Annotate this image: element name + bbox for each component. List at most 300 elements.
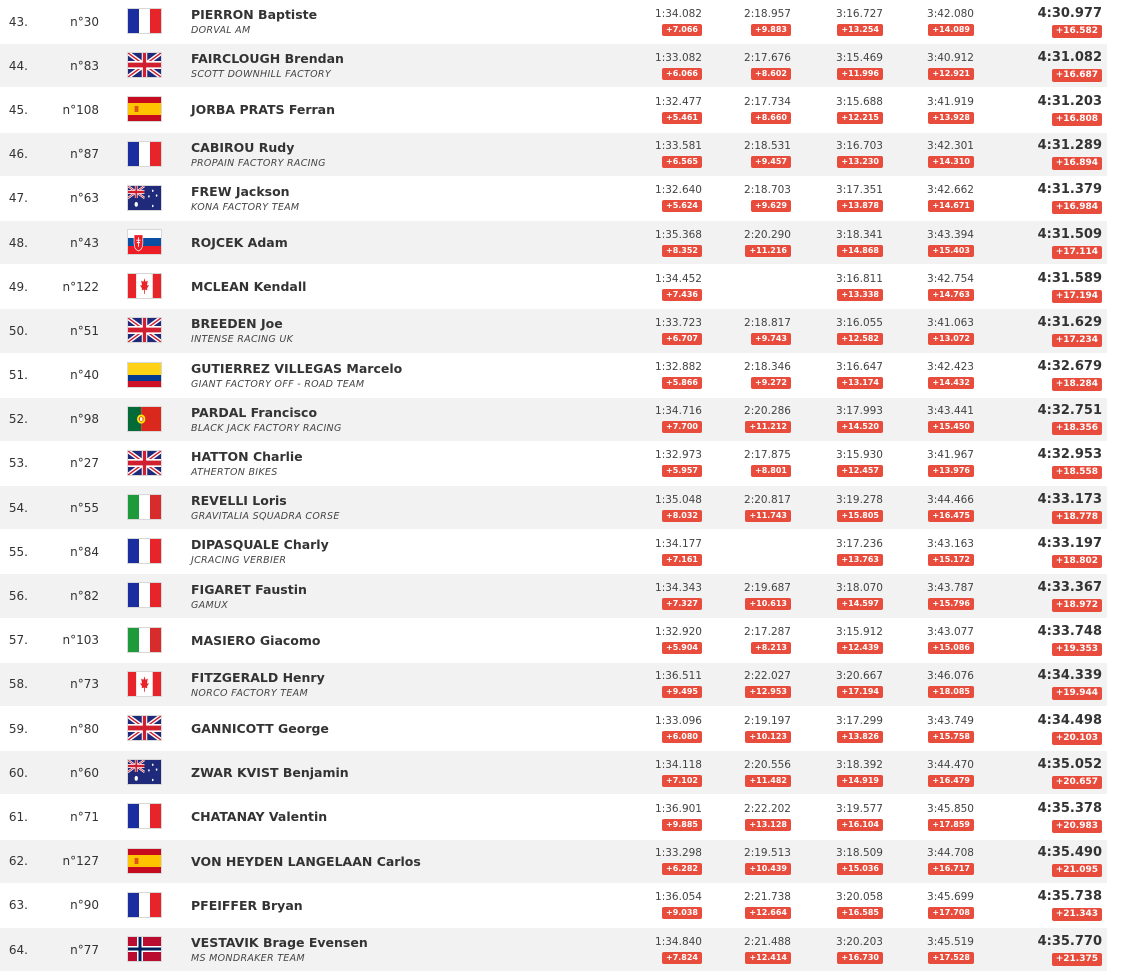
rider-name[interactable]: FIGARET Faustin (191, 581, 307, 597)
rider-name[interactable]: PARDAL Francisco (191, 404, 318, 420)
split-gap-badge: +14.597 (837, 598, 883, 610)
split-gap-badge: +16.717 (928, 863, 974, 875)
split-1 (655, 221, 702, 264)
split-gap-badge: +8.352 (662, 245, 702, 257)
split-4 (927, 398, 974, 441)
split-time: 2:20.556 (744, 758, 791, 771)
rider-name[interactable]: FITZGERALD Henry (191, 669, 325, 685)
split-time: 2:17.287 (744, 626, 791, 639)
split-gap-badge: +14.432 (928, 377, 974, 389)
final-time: 4:33.197 (1037, 535, 1102, 551)
split-1 (655, 44, 702, 87)
final-gap-badge: +16.808 (1052, 113, 1102, 126)
split-gap-badge: +14.520 (837, 421, 883, 433)
split-gap-badge: +13.878 (837, 200, 883, 212)
split-2 (744, 884, 791, 927)
split-3 (836, 574, 883, 617)
bib-number: n°71 (70, 809, 99, 824)
final-gap-badge: +17.234 (1052, 334, 1102, 347)
final-time: 4:31.629 (1037, 314, 1102, 330)
split-3 (836, 486, 883, 529)
split-2 (744, 442, 791, 485)
split-time: 3:18.392 (836, 758, 883, 771)
split-time: 3:42.662 (927, 184, 974, 197)
rank: 59. (8, 721, 28, 736)
final-time-cell (1038, 0, 1102, 43)
final-time: 4:31.509 (1037, 226, 1102, 242)
rider-name[interactable]: MCLEAN Kendall (191, 279, 307, 295)
split-time: 1:33.581 (655, 140, 702, 153)
table-row[interactable] (0, 663, 1107, 707)
final-gap-badge: +18.558 (1052, 466, 1102, 479)
final-time-cell (1038, 309, 1102, 352)
split-time: 1:33.082 (655, 51, 702, 64)
split-3 (836, 133, 883, 176)
split-gap-badge: +14.919 (837, 775, 883, 787)
split-time: 3:43.394 (927, 228, 974, 241)
final-time: 4:35.378 (1037, 800, 1102, 816)
final-time-cell (1038, 44, 1102, 87)
final-gap-badge: +18.356 (1052, 422, 1102, 435)
final-gap-badge: +16.984 (1052, 201, 1102, 214)
rank: 43. (8, 14, 28, 29)
bib-number: n°51 (70, 323, 99, 338)
flag-great-britain-icon (127, 52, 162, 78)
flag-france-icon (127, 538, 162, 564)
split-time: 3:16.647 (836, 361, 883, 374)
split-time: 3:17.299 (836, 714, 883, 727)
rider-name[interactable]: CABIROU Rudy (191, 139, 295, 155)
split-time: 3:43.077 (927, 626, 974, 639)
split-1 (655, 840, 702, 883)
final-time-cell (1038, 928, 1102, 971)
split-3 (836, 840, 883, 883)
split-gap-badge: +9.885 (662, 819, 702, 831)
final-time: 4:33.173 (1037, 491, 1102, 507)
split-1 (655, 442, 702, 485)
final-time-cell (1038, 265, 1102, 308)
split-2 (744, 840, 791, 883)
split-4 (927, 663, 974, 706)
split-time: 3:18.509 (836, 847, 883, 860)
split-gap-badge: +15.805 (837, 510, 883, 522)
split-time: 2:20.817 (744, 493, 791, 506)
split-time: 2:21.738 (744, 891, 791, 904)
table-row[interactable] (0, 442, 1107, 486)
split-1 (655, 663, 702, 706)
bib-number: n°127 (62, 854, 99, 869)
split-gap-badge: +11.743 (745, 510, 791, 522)
bib-number: n°103 (62, 633, 99, 648)
final-time-cell (1038, 442, 1102, 485)
split-3 (836, 619, 883, 662)
table-row[interactable] (0, 177, 1107, 221)
flag-spain-icon (127, 848, 162, 874)
split-4 (927, 795, 974, 838)
split-gap-badge: +8.801 (751, 465, 791, 477)
split-1 (655, 88, 702, 131)
rank: 54. (8, 500, 28, 515)
table-row[interactable] (0, 398, 1107, 442)
split-gap-badge: +13.254 (837, 24, 883, 36)
table-row[interactable] (0, 309, 1107, 353)
split-time: 2:17.875 (744, 449, 791, 462)
split-gap-badge: +18.085 (928, 686, 974, 698)
rank: 58. (8, 677, 28, 692)
split-time: 2:19.687 (744, 582, 791, 595)
split-time: 3:20.058 (836, 891, 883, 904)
split-4 (927, 442, 974, 485)
final-time-cell (1038, 795, 1102, 838)
split-gap-badge: +7.824 (662, 952, 702, 964)
rider-name[interactable]: PIERRON Baptiste (191, 7, 318, 23)
split-gap-badge: +10.439 (745, 863, 791, 875)
final-time: 4:35.052 (1037, 756, 1102, 772)
split-gap-badge: +10.123 (745, 731, 791, 743)
flag-spain-icon (127, 96, 162, 122)
rank: 53. (8, 456, 28, 471)
team-name: ATHERTON BIKES (191, 466, 278, 478)
rider-name[interactable]: VESTAVIK Brage Evensen (191, 935, 368, 951)
bib-number: n°60 (70, 765, 99, 780)
rank: 46. (8, 147, 28, 162)
split-time: 1:34.840 (655, 935, 702, 948)
final-time: 4:31.379 (1037, 182, 1102, 198)
table-row[interactable] (0, 795, 1107, 839)
rank: 52. (8, 412, 28, 427)
split-3 (836, 309, 883, 352)
bib-number: n°55 (70, 500, 99, 515)
split-time: 3:44.470 (927, 758, 974, 771)
table-row[interactable] (0, 574, 1107, 618)
split-gap-badge: +15.086 (928, 642, 974, 654)
split-1 (655, 619, 702, 662)
split-4 (927, 177, 974, 220)
split-time: 3:18.070 (836, 582, 883, 595)
split-gap-badge: +9.457 (751, 156, 791, 168)
flag-france-icon (127, 582, 162, 608)
split-gap-badge: +10.613 (745, 598, 791, 610)
split-2 (744, 619, 791, 662)
final-time-cell (1038, 88, 1102, 131)
final-time: 4:33.748 (1037, 624, 1102, 640)
split-gap-badge: +12.215 (837, 112, 883, 124)
rider-name[interactable]: REVELLI Loris (191, 493, 287, 509)
final-time: 4:35.770 (1037, 933, 1102, 949)
split-time: 3:19.577 (836, 802, 883, 815)
split-gap-badge: +7.700 (662, 421, 702, 433)
table-row[interactable] (0, 265, 1107, 309)
bib-number: n°73 (70, 677, 99, 692)
table-row[interactable] (0, 44, 1107, 88)
table-row[interactable] (0, 840, 1107, 884)
split-time: 2:18.531 (744, 140, 791, 153)
flag-portugal-icon (127, 406, 162, 432)
flag-slovakia-icon (127, 229, 162, 255)
split-gap-badge: +17.708 (928, 907, 974, 919)
rank: 60. (8, 765, 28, 780)
split-gap-badge: +13.230 (837, 156, 883, 168)
split-time: 3:19.278 (836, 493, 883, 506)
split-gap-badge: +15.758 (928, 731, 974, 743)
table-row[interactable] (0, 0, 1107, 44)
split-gap-badge: +12.921 (928, 68, 974, 80)
final-time: 4:32.751 (1037, 403, 1102, 419)
table-row[interactable] (0, 884, 1107, 928)
split-time: 3:17.236 (836, 537, 883, 550)
final-time-cell (1038, 751, 1102, 794)
final-time-cell (1038, 221, 1102, 264)
split-1 (655, 133, 702, 176)
table-row[interactable] (0, 707, 1107, 751)
split-gap-badge: +9.495 (662, 686, 702, 698)
split-gap-badge: +5.957 (662, 465, 702, 477)
rank: 48. (8, 235, 28, 250)
split-2 (744, 44, 791, 87)
split-gap-badge: +13.128 (745, 819, 791, 831)
final-time: 4:31.289 (1037, 138, 1102, 154)
split-gap-badge: +12.439 (837, 642, 883, 654)
flag-canada-icon (127, 273, 162, 299)
split-4 (927, 354, 974, 397)
split-time: 3:42.080 (927, 7, 974, 20)
bib-number: n°98 (70, 412, 99, 427)
flag-norway-icon (127, 936, 162, 962)
final-time: 4:34.498 (1037, 712, 1102, 728)
flag-colombia-icon (127, 362, 162, 388)
rank: 61. (8, 809, 28, 824)
rider-name[interactable]: JORBA PRATS Ferran (191, 102, 336, 118)
split-4 (927, 884, 974, 927)
split-gap-badge: +14.671 (928, 200, 974, 212)
split-time: 3:17.993 (836, 405, 883, 418)
split-3 (836, 265, 883, 308)
split-gap-badge: +6.080 (662, 731, 702, 743)
final-gap-badge: +20.103 (1052, 732, 1102, 745)
rank: 44. (8, 58, 28, 73)
split-time: 1:32.920 (655, 626, 702, 639)
flag-great-britain-icon (127, 317, 162, 343)
split-time: 3:16.703 (836, 140, 883, 153)
split-gap-badge: +16.479 (928, 775, 974, 787)
split-time: 3:42.423 (927, 361, 974, 374)
split-time: 3:15.930 (836, 449, 883, 462)
split-2 (744, 133, 791, 176)
split-gap-badge: +5.866 (662, 377, 702, 389)
rider-name[interactable]: GUTIERREZ VILLEGAS Marcelo (191, 360, 403, 376)
rider-name[interactable]: VON HEYDEN LANGELAAN Carlos (191, 853, 421, 869)
split-3 (836, 0, 883, 43)
split-gap-badge: +15.172 (928, 554, 974, 566)
split-time: 3:15.912 (836, 626, 883, 639)
split-1 (655, 177, 702, 220)
split-2 (744, 486, 791, 529)
team-name: GRAVITALIA SQUADRA CORSE (191, 511, 340, 523)
final-time: 4:31.589 (1037, 270, 1102, 286)
split-gap-badge: +11.212 (745, 421, 791, 433)
rider-name[interactable]: CHATANAY Valentin (191, 809, 328, 825)
split-1 (655, 530, 702, 573)
rank: 45. (8, 102, 28, 117)
rider-name[interactable]: ROJCEK Adam (191, 235, 288, 251)
split-gap-badge: +14.868 (837, 245, 883, 257)
split-gap-badge: +6.707 (662, 333, 702, 345)
split-gap-badge: +12.414 (745, 952, 791, 964)
split-gap-badge: +12.582 (837, 333, 883, 345)
bib-number: n°87 (70, 147, 99, 162)
split-gap-badge: +15.036 (837, 863, 883, 875)
split-1 (655, 309, 702, 352)
rider-name[interactable]: FREW Jackson (191, 183, 290, 199)
split-time: 3:41.967 (927, 449, 974, 462)
final-time-cell (1038, 177, 1102, 220)
rider-name[interactable]: HATTON Charlie (191, 448, 303, 464)
flag-australia-icon (127, 759, 162, 785)
final-time-cell (1038, 574, 1102, 617)
split-3 (836, 530, 883, 573)
table-row[interactable] (0, 530, 1107, 574)
split-time: 3:20.667 (836, 670, 883, 683)
split-time: 1:34.343 (655, 582, 702, 595)
table-row[interactable] (0, 619, 1107, 663)
split-time: 3:43.441 (927, 405, 974, 418)
split-gap-badge: +17.194 (837, 686, 883, 698)
split-2 (744, 795, 791, 838)
table-row[interactable] (0, 751, 1107, 795)
split-time: 3:43.787 (927, 582, 974, 595)
final-time-cell (1038, 663, 1102, 706)
flag-australia-icon (127, 185, 162, 211)
final-gap-badge: +21.095 (1052, 864, 1102, 877)
split-gap-badge: +7.436 (662, 289, 702, 301)
split-4 (927, 309, 974, 352)
split-3 (836, 884, 883, 927)
bib-number: n°84 (70, 544, 99, 559)
final-time: 4:35.490 (1037, 845, 1102, 861)
split-time: 3:20.203 (836, 935, 883, 948)
flag-great-britain-icon (127, 450, 162, 476)
rider-name[interactable]: DIPASQUALE Charly (191, 537, 329, 553)
split-gap-badge: +16.730 (837, 952, 883, 964)
split-time: 2:22.027 (744, 670, 791, 683)
split-gap-badge: +16.475 (928, 510, 974, 522)
split-time: 2:22.202 (744, 802, 791, 815)
split-gap-badge: +13.928 (928, 112, 974, 124)
split-time: 3:45.519 (927, 935, 974, 948)
rider-name[interactable]: FAIRCLOUGH Brendan (191, 51, 344, 67)
split-gap-badge: +11.482 (745, 775, 791, 787)
final-gap-badge: +17.194 (1052, 290, 1102, 303)
table-row[interactable] (0, 928, 1107, 972)
split-time: 3:44.708 (927, 847, 974, 860)
split-time: 3:43.163 (927, 537, 974, 550)
final-gap-badge: +18.284 (1052, 378, 1102, 391)
split-2 (744, 221, 791, 264)
split-gap-badge: +9.883 (751, 24, 791, 36)
flag-italy-icon (127, 627, 162, 653)
split-gap-badge: +9.743 (751, 333, 791, 345)
flag-france-icon (127, 892, 162, 918)
rank: 63. (8, 898, 28, 913)
flag-italy-icon (127, 494, 162, 520)
split-gap-badge: +16.104 (837, 819, 883, 831)
bib-number: n°40 (70, 368, 99, 383)
table-row[interactable] (0, 133, 1107, 177)
rider-name[interactable]: PFEIFFER Bryan (191, 897, 303, 913)
rank: 64. (8, 942, 28, 957)
rank: 50. (8, 323, 28, 338)
split-time: 3:41.063 (927, 316, 974, 329)
rider-name[interactable]: MASIERO Giacomo (191, 632, 321, 648)
split-1 (655, 574, 702, 617)
split-1 (655, 486, 702, 529)
split-gap-badge: +12.457 (837, 465, 883, 477)
table-row[interactable] (0, 486, 1107, 530)
bib-number: n°122 (62, 279, 99, 294)
split-time: 3:42.301 (927, 140, 974, 153)
split-gap-badge: +9.038 (662, 907, 702, 919)
split-4 (927, 486, 974, 529)
final-time-cell (1038, 530, 1102, 573)
split-time: 1:36.511 (655, 670, 702, 683)
bib-number: n°30 (70, 14, 99, 29)
split-time: 3:46.076 (927, 670, 974, 683)
split-time: 2:17.734 (744, 95, 791, 108)
final-time: 4:32.953 (1037, 447, 1102, 463)
split-4 (927, 928, 974, 971)
split-time: 1:34.716 (655, 405, 702, 418)
split-4 (927, 44, 974, 87)
rider-name[interactable]: ZWAR KVIST Benjamin (191, 765, 349, 781)
final-gap-badge: +18.778 (1052, 511, 1102, 524)
split-time: 1:34.118 (655, 758, 702, 771)
table-row[interactable] (0, 88, 1107, 132)
split-1 (655, 795, 702, 838)
final-time-cell (1038, 884, 1102, 927)
bib-number: n°82 (70, 589, 99, 604)
split-2 (744, 751, 791, 794)
split-time: 2:21.488 (744, 935, 791, 948)
final-time: 4:30.977 (1037, 5, 1102, 21)
split-time: 2:19.513 (744, 847, 791, 860)
table-row[interactable] (0, 354, 1107, 398)
split-2 (744, 309, 791, 352)
split-time: 3:45.850 (927, 802, 974, 815)
rider-name[interactable]: BREEDEN Joe (191, 316, 283, 332)
split-4 (927, 840, 974, 883)
table-row[interactable] (0, 221, 1107, 265)
flag-france-icon (127, 141, 162, 167)
split-gap-badge: +9.629 (751, 200, 791, 212)
bib-number: n°90 (70, 898, 99, 913)
rider-name[interactable]: GANNICOTT George (191, 721, 329, 737)
split-gap-badge: +17.528 (928, 952, 974, 964)
split-time: 3:16.055 (836, 316, 883, 329)
split-time: 3:15.469 (836, 51, 883, 64)
final-time: 4:35.738 (1037, 889, 1102, 905)
split-gap-badge: +13.826 (837, 731, 883, 743)
split-gap-badge: +15.450 (928, 421, 974, 433)
split-gap-badge: +13.976 (928, 465, 974, 477)
team-name: NORCO FACTORY TEAM (191, 687, 308, 699)
split-3 (836, 88, 883, 131)
split-3 (836, 398, 883, 441)
split-3 (836, 751, 883, 794)
final-gap-badge: +21.375 (1052, 953, 1102, 966)
split-2 (744, 707, 791, 750)
split-time: 1:32.477 (655, 95, 702, 108)
split-gap-badge: +13.338 (837, 289, 883, 301)
